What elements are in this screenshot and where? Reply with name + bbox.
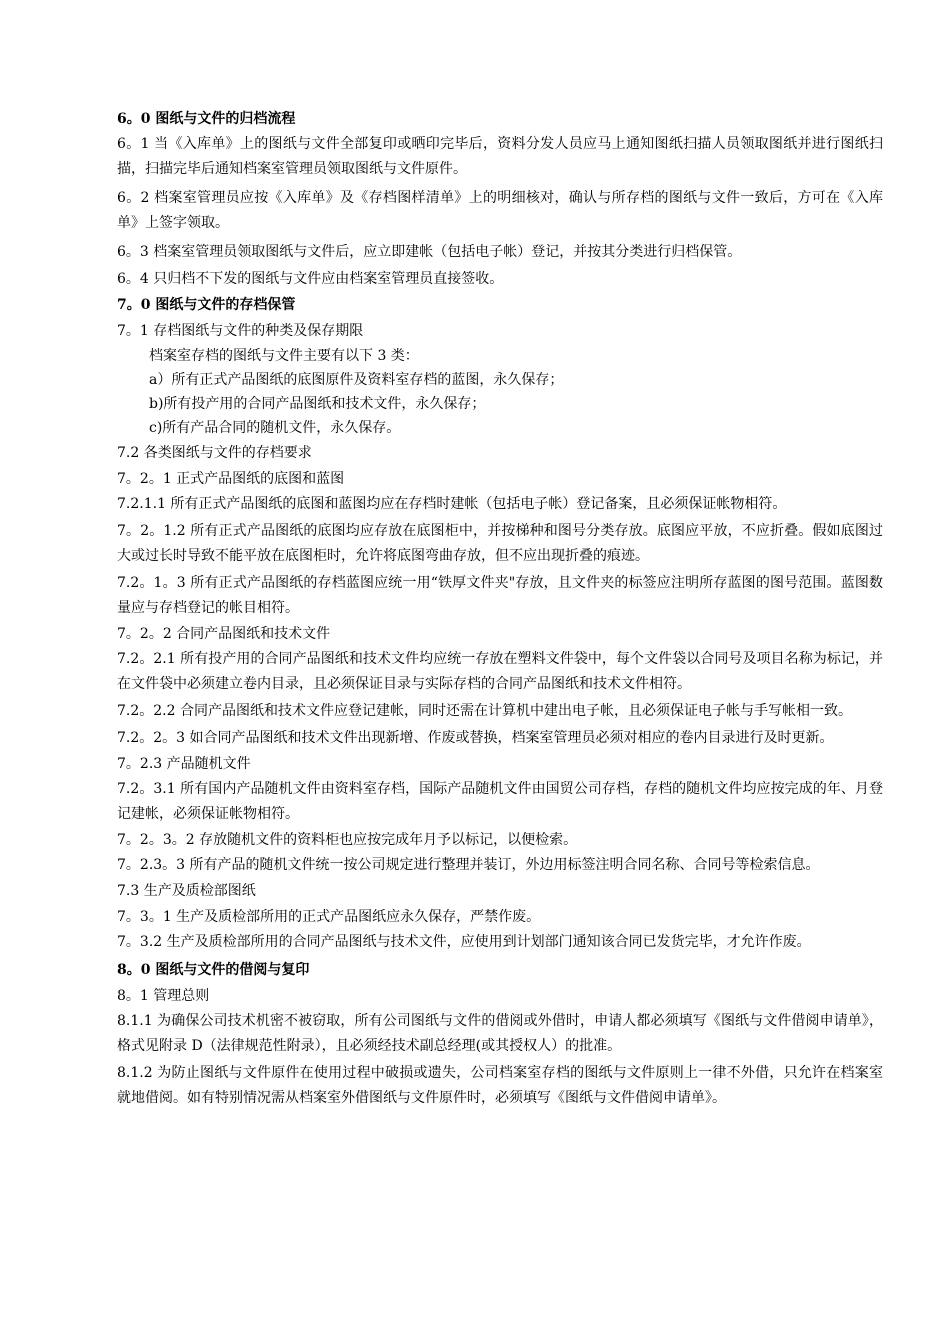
paragraph-7-2-2-1: 7.2。2.1 所有投产用的合同产品图纸和技术文件均应统一存放在塑料文件袋中，每个文件袋以合同号及项目名称为标记，并在文件袋中必须建立卷内目录，且必须保证目录与实际存档的合同产品图纸和技术文件相符。 bbox=[117, 651, 883, 692]
paragraph-7-2-1: 7。2。1 正式产品图纸的底图和蓝图 bbox=[117, 471, 345, 487]
paragraph-7-1: 7。1 存档图纸与文件的种类及保存期限 bbox=[117, 323, 364, 339]
paragraph-7-3-1: 7。3。1 生产及质检部所用的正式产品图纸应永久保存，严禁作废。 bbox=[117, 909, 541, 925]
list-item-a: a）所有正式产品图纸的底图原件及资料室存档的蓝图，永久保存； bbox=[149, 372, 564, 388]
section-heading-6: 6。0 图纸与文件的归档流程 bbox=[117, 111, 296, 127]
paragraph-6-1: 6。1 当《入库单》上的图纸与文件全部复印或晒印完毕后，资料分发人员应马上通知图纸扫描人员领取图纸并进行图纸扫描，扫描完毕后通知档案室管理员领取图纸与文件原件。 bbox=[117, 136, 883, 177]
paragraph-6-2: 6。2 档案室管理员应按《入库单》及《存档图样清单》上的明细核对，确认与所存档的图纸与文件一致后，方可在《入库单》上签字领取。 bbox=[117, 190, 883, 231]
paragraph-6-3: 6。3 档案室管理员领取图纸与文件后，应立即建帐（包括电子帐）登记，并按其分类进行归档保管。 bbox=[117, 244, 742, 260]
list-item-c: c)所有产品合同的随机文件，永久保存。 bbox=[149, 420, 401, 436]
paragraph-7-2-1-2: 7。2。1.2 所有正式产品图纸的底图均应存放在底图柜中，并按梯种和图号分类存放。底图应平放，不应折叠。假如底图过大或过长时导致不能平放在底图柜时，允许将底图弯曲存放，但不应出现折叠的痕迹。 bbox=[117, 523, 883, 564]
paragraph-7-1-intro: 档案室存档的图纸与文件主要有以下 3 类： bbox=[149, 348, 419, 364]
paragraph-8-1-1: 8.1.1 为确保公司技术机密不被窃取，所有公司图纸与文件的借阅或外借时，申请人都必须填写《图纸与文件借阅申请单》，格式见附录 D（法律规范性附录），且必须经技术副总经理(或其授权人）的批准。 bbox=[117, 1013, 883, 1054]
paragraph-7-2-3-2: 7。2。3。2 存放随机文件的资料柜也应按完成年月予以标记，以便检索。 bbox=[117, 832, 578, 848]
paragraph-8-1: 8。1 管理总则 bbox=[117, 988, 210, 1004]
paragraph-7-2: 7.2 各类图纸与文件的存档要求 bbox=[117, 445, 312, 461]
paragraph-7-2-3: 7。2.3 产品随机文件 bbox=[117, 756, 251, 772]
paragraph-7-3: 7.3 生产及质检部图纸 bbox=[117, 883, 256, 899]
paragraph-7-2-2-3: 7.2。2。3 如合同产品图纸和技术文件出现新增、作废或替换，档案室管理员必须对相应的卷内目录进行及时更新。 bbox=[117, 730, 834, 746]
paragraph-7-2-1-3: 7.2。1。3 所有正式产品图纸的存档蓝图应统一用“铁厚文件夹"存放，且文件夹的标签应注明所存蓝图的图号范围。蓝图数量应与存档登记的帐目相符。 bbox=[117, 575, 883, 616]
paragraph-7-2-2-2: 7.2。2.2 合同产品图纸和技术文件应登记建帐，同时还需在计算机中建出电子帐，且必须保证电子帐与手写帐相一致。 bbox=[117, 703, 852, 719]
document-page bbox=[117, 106, 883, 1111]
paragraph-7-2-3-1: 7.2。3.1 所有国内产品随机文件由资料室存档，国际产品随机文件由国贸公司存档，存档的随机文件均应按完成的年、月登记建帐，必须保证帐物相符。 bbox=[117, 781, 883, 822]
section-heading-8: 8。0 图纸与文件的借阅与复印 bbox=[117, 962, 310, 978]
paragraph-8-1-2: 8.1.2 为防止图纸与文件原件在使用过程中破损或遗失，公司档案室存档的图纸与文件原则上一律不外借，只允许在档案室就地借阅。如有特别情况需从档案室外借图纸与文件原件时，必须填写《图纸与文件借阅申请单》。 bbox=[117, 1065, 883, 1106]
paragraph-6-4: 6。4 只归档不下发的图纸与文件应由档案室管理员直接签收。 bbox=[117, 271, 504, 287]
list-item-b: b)所有投产用的合同产品图纸和技术文件，永久保存； bbox=[149, 396, 486, 412]
section-heading-7: 7。0 图纸与文件的存档保管 bbox=[117, 297, 296, 313]
paragraph-7-2-3-3: 7。2.3。3 所有产品的随机文件统一按公司规定进行整理并装订，外边用标签注明合同名称、合同号等检索信息。 bbox=[117, 857, 820, 873]
paragraph-7-2-1-1: 7.2.1.1 所有正式产品图纸的底图和蓝图均应在存档时建帐（包括电子帐）登记备案，且必须保证帐物相符。 bbox=[117, 496, 787, 512]
paragraph-7-2-2: 7。2。2 合同产品图纸和技术文件 bbox=[117, 626, 331, 642]
paragraph-7-3-2: 7。3.2 生产及质检部所用的合同产品图纸与技术文件，应使用到计划部门通知该合同已发货完毕，才允许作废。 bbox=[117, 934, 811, 950]
